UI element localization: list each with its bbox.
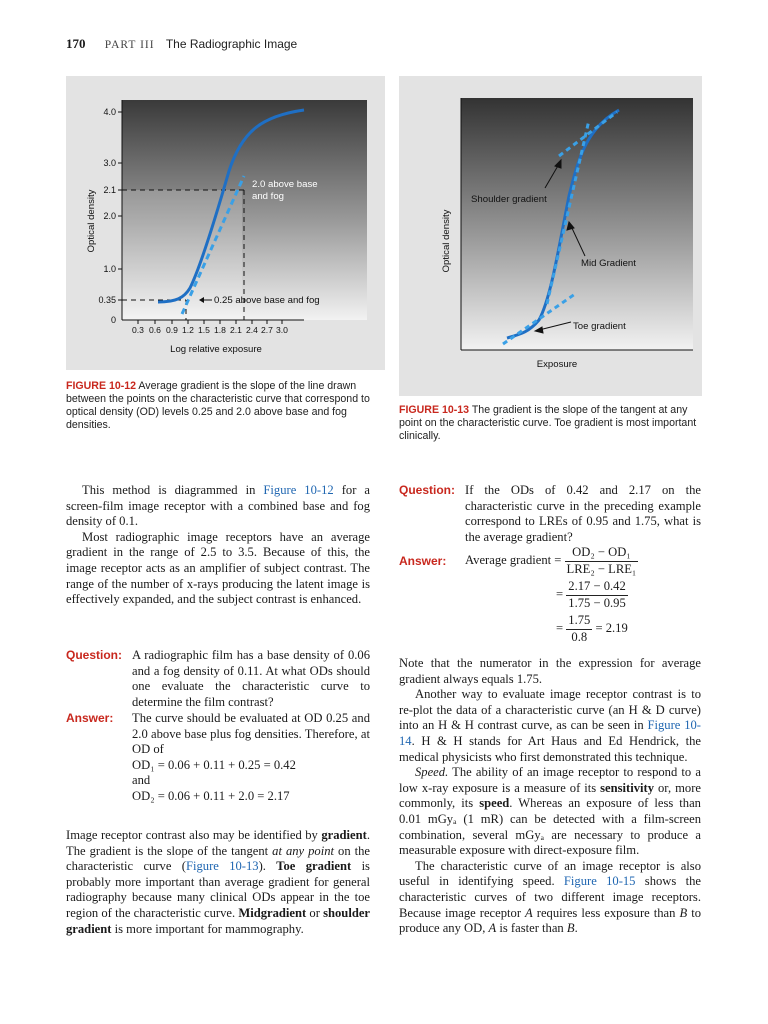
label-mid-gradient: Mid Gradient (581, 258, 636, 269)
x-tick-label: 0.9 (166, 325, 178, 335)
paragraph: Image receptor contrast also may be identified by gradient. The gradient is the slope of the tangent at any point on the characteristic curve (Figure 10-13). Toe gradient is probably more important than average gradient for general radiography because many clinical ODs appear in the toe region of the characteristic curve. Midgradient or shoulder gradient is more important for mammography. (66, 828, 371, 936)
annotation-bottom: 0.25 above base and fog (214, 295, 320, 306)
question-label: Question: (66, 648, 122, 662)
left-question-answer (66, 648, 370, 808)
paragraph: Most radiographic image receptors have an average gradient in the range of 2.5 to 3.5. Because of this, the image receptor acts as an amplifier of subject contrast. The range of the number of x-rays producing the latent image is effectively expanded, and the subject contrast is enhanced. (66, 529, 370, 607)
y-ticks (118, 112, 122, 300)
y-tick-label: 4.0 (103, 107, 116, 117)
paragraph: Note that the numerator in the expression for average gradient always equals 1.75. (399, 656, 701, 686)
caption-label: FIGURE 10-13 (399, 404, 470, 416)
y-tick-label: 3.0 (103, 158, 116, 168)
left-intro-text (66, 483, 370, 608)
x-ticks (138, 320, 282, 324)
x-tick-label: 0.6 (149, 325, 161, 335)
running-title: The Radiographic Image (165, 37, 298, 51)
x-tick-label: 1.5 (198, 325, 210, 335)
x-tick-label: 2.7 (261, 325, 273, 335)
figure-10-13-box (399, 76, 702, 396)
x-tick-label: 3.0 (276, 325, 288, 335)
x-tick-label: 2.1 (230, 325, 242, 335)
y-axis-label: Optical density (441, 209, 452, 273)
figure-10-12-chart (66, 76, 385, 370)
paragraph: This method is diagrammed in Figure 10-12 for a screen-film image receptor with a combined base and fog density of 0.1. (66, 483, 370, 529)
figure-link[interactable]: Figure 10-15 (563, 874, 636, 889)
annotation-top-1: 2.0 above base (252, 179, 318, 190)
fraction-2: $\frac{2.17 - 0.42}{1.75 - 0.95}$ (568, 579, 626, 610)
x-tick-label: 1.8 (214, 325, 226, 335)
answer-label: Answer: (66, 711, 114, 725)
figure-link[interactable]: Figure 10-14 (399, 718, 701, 748)
caption-text: The gradient is the slope of the tangent at any point on the characteristic curve. Toe gradient is most important clinically. (399, 404, 697, 442)
caption-text: Average gradient is the slope of the line drawn between the points on the characteristic curve that correspond to optical density (OD) levels 0.25 and 2.0 above base and fog densities. (66, 380, 370, 431)
figure-link[interactable]: Figure 10-12 (263, 483, 334, 497)
paragraph: Another way to evaluate image receptor contrast is to re-plot the data of a characteristic curve (an H & D curve) into an H & H contrast curve, as can be seen in Figure 10-14. H & H stands for Art Haus and Ed Hendrick, the medical physicists who first demonstrated this technique. (399, 687, 701, 764)
y-tick-label: 1.0 (103, 264, 116, 274)
x-axis-label: Exposure (536, 359, 578, 370)
figure-10-12-box (66, 76, 385, 370)
figure-link[interactable]: Figure 10-13 (185, 859, 259, 874)
running-header (66, 36, 297, 52)
figure-10-13-caption (399, 404, 702, 443)
fraction-3: $\frac{1.75}{0.8}$ (568, 613, 591, 644)
equation-od1: OD₁ = 0.06 + 0.11 + 0.25 = 0.42 (132, 757, 296, 772)
y-tick-label: 0 (110, 315, 116, 325)
answer-label: Answer: (399, 554, 447, 568)
y-tick-label: 0.35 (98, 295, 116, 305)
x-tick-label: 1.2 (182, 325, 194, 335)
paragraph: The characteristic curve of an image receptor is also useful in identifying speed. Figure 10-15 shows the characteristic curves of two different image receptors. Because image receptor A requires less exposure than B to produce any OD, A is faster than B. (399, 858, 701, 936)
paragraph: Speed. The ability of an image receptor to respond to a low x-ray exposure is a measure of its sensitivity or, more commonly, its speed. Whereas an exposure of less than 0.01 mGyₐ (1 mR) can be detected with a film-screen combination, several mGyₐ are necessary to produce a measurable exposure with direct-exposure film. (399, 765, 701, 858)
page-number: 170 (66, 36, 86, 51)
x-axis-label: Log relative exposure (170, 344, 262, 355)
annotation-top-2: and fog (252, 191, 285, 202)
right-body-text (399, 656, 701, 937)
equation-od2: OD₂ = 0.06 + 0.11 + 2.0 = 2.17 (132, 788, 290, 803)
caption-label: FIGURE 10-12 (66, 380, 137, 392)
part-label: PART III (104, 39, 155, 51)
left-gradient-text (66, 828, 370, 937)
x-tick-label: 2.4 (246, 325, 258, 335)
question-text: A radiographic film has a base density of 0.06 and a fog density of 0.11. At what ODs should one evaluate the characteristic curve to determine the film contrast? (132, 648, 370, 709)
label-shoulder-gradient: Shoulder gradient (471, 194, 547, 205)
fraction-1: $\frac{\text{OD₂ − OD₁}}{\text{LRE₂ − LRE₁}}$ (566, 545, 637, 576)
question-text: If the ODs of 0.42 and 2.17 on the characteristic curve in the preceding example correspond to LREs of 0.95 and 1.75, what is the average gradient? (465, 483, 701, 544)
right-question-answer (399, 483, 701, 653)
plot-area (461, 98, 693, 350)
label-toe-gradient: Toe gradient (573, 321, 626, 332)
figure-10-13-chart (399, 76, 702, 396)
answer-equations: Average gradient = $\frac{\text{OD₂ − OD₁}}{\text{LRE₂ − LRE₁}}$ = $\frac{2.17 - 0.42}{1.75 - 0.95}$ = $\frac{1.75}{0.8}$ = 2.19 (465, 545, 637, 644)
figure-10-12-caption (66, 380, 385, 432)
y-tick-label: 2.1 (103, 185, 116, 195)
x-tick-label: 0.3 (132, 325, 144, 335)
answer-text: The curve should be evaluated at OD 0.25 and 2.0 above base plus fog densities. Therefore, at OD of OD₁ = 0.06 + 0.11 + 0.25 = 0.42 and OD₂ = 0.06 + 0.11 + 2.0 = 2.17 (132, 711, 370, 803)
question-label: Question: (399, 483, 455, 497)
y-axis-label: Optical density (86, 189, 97, 253)
result: = 2.19 (595, 620, 628, 635)
y-tick-label: 2.0 (103, 211, 116, 221)
